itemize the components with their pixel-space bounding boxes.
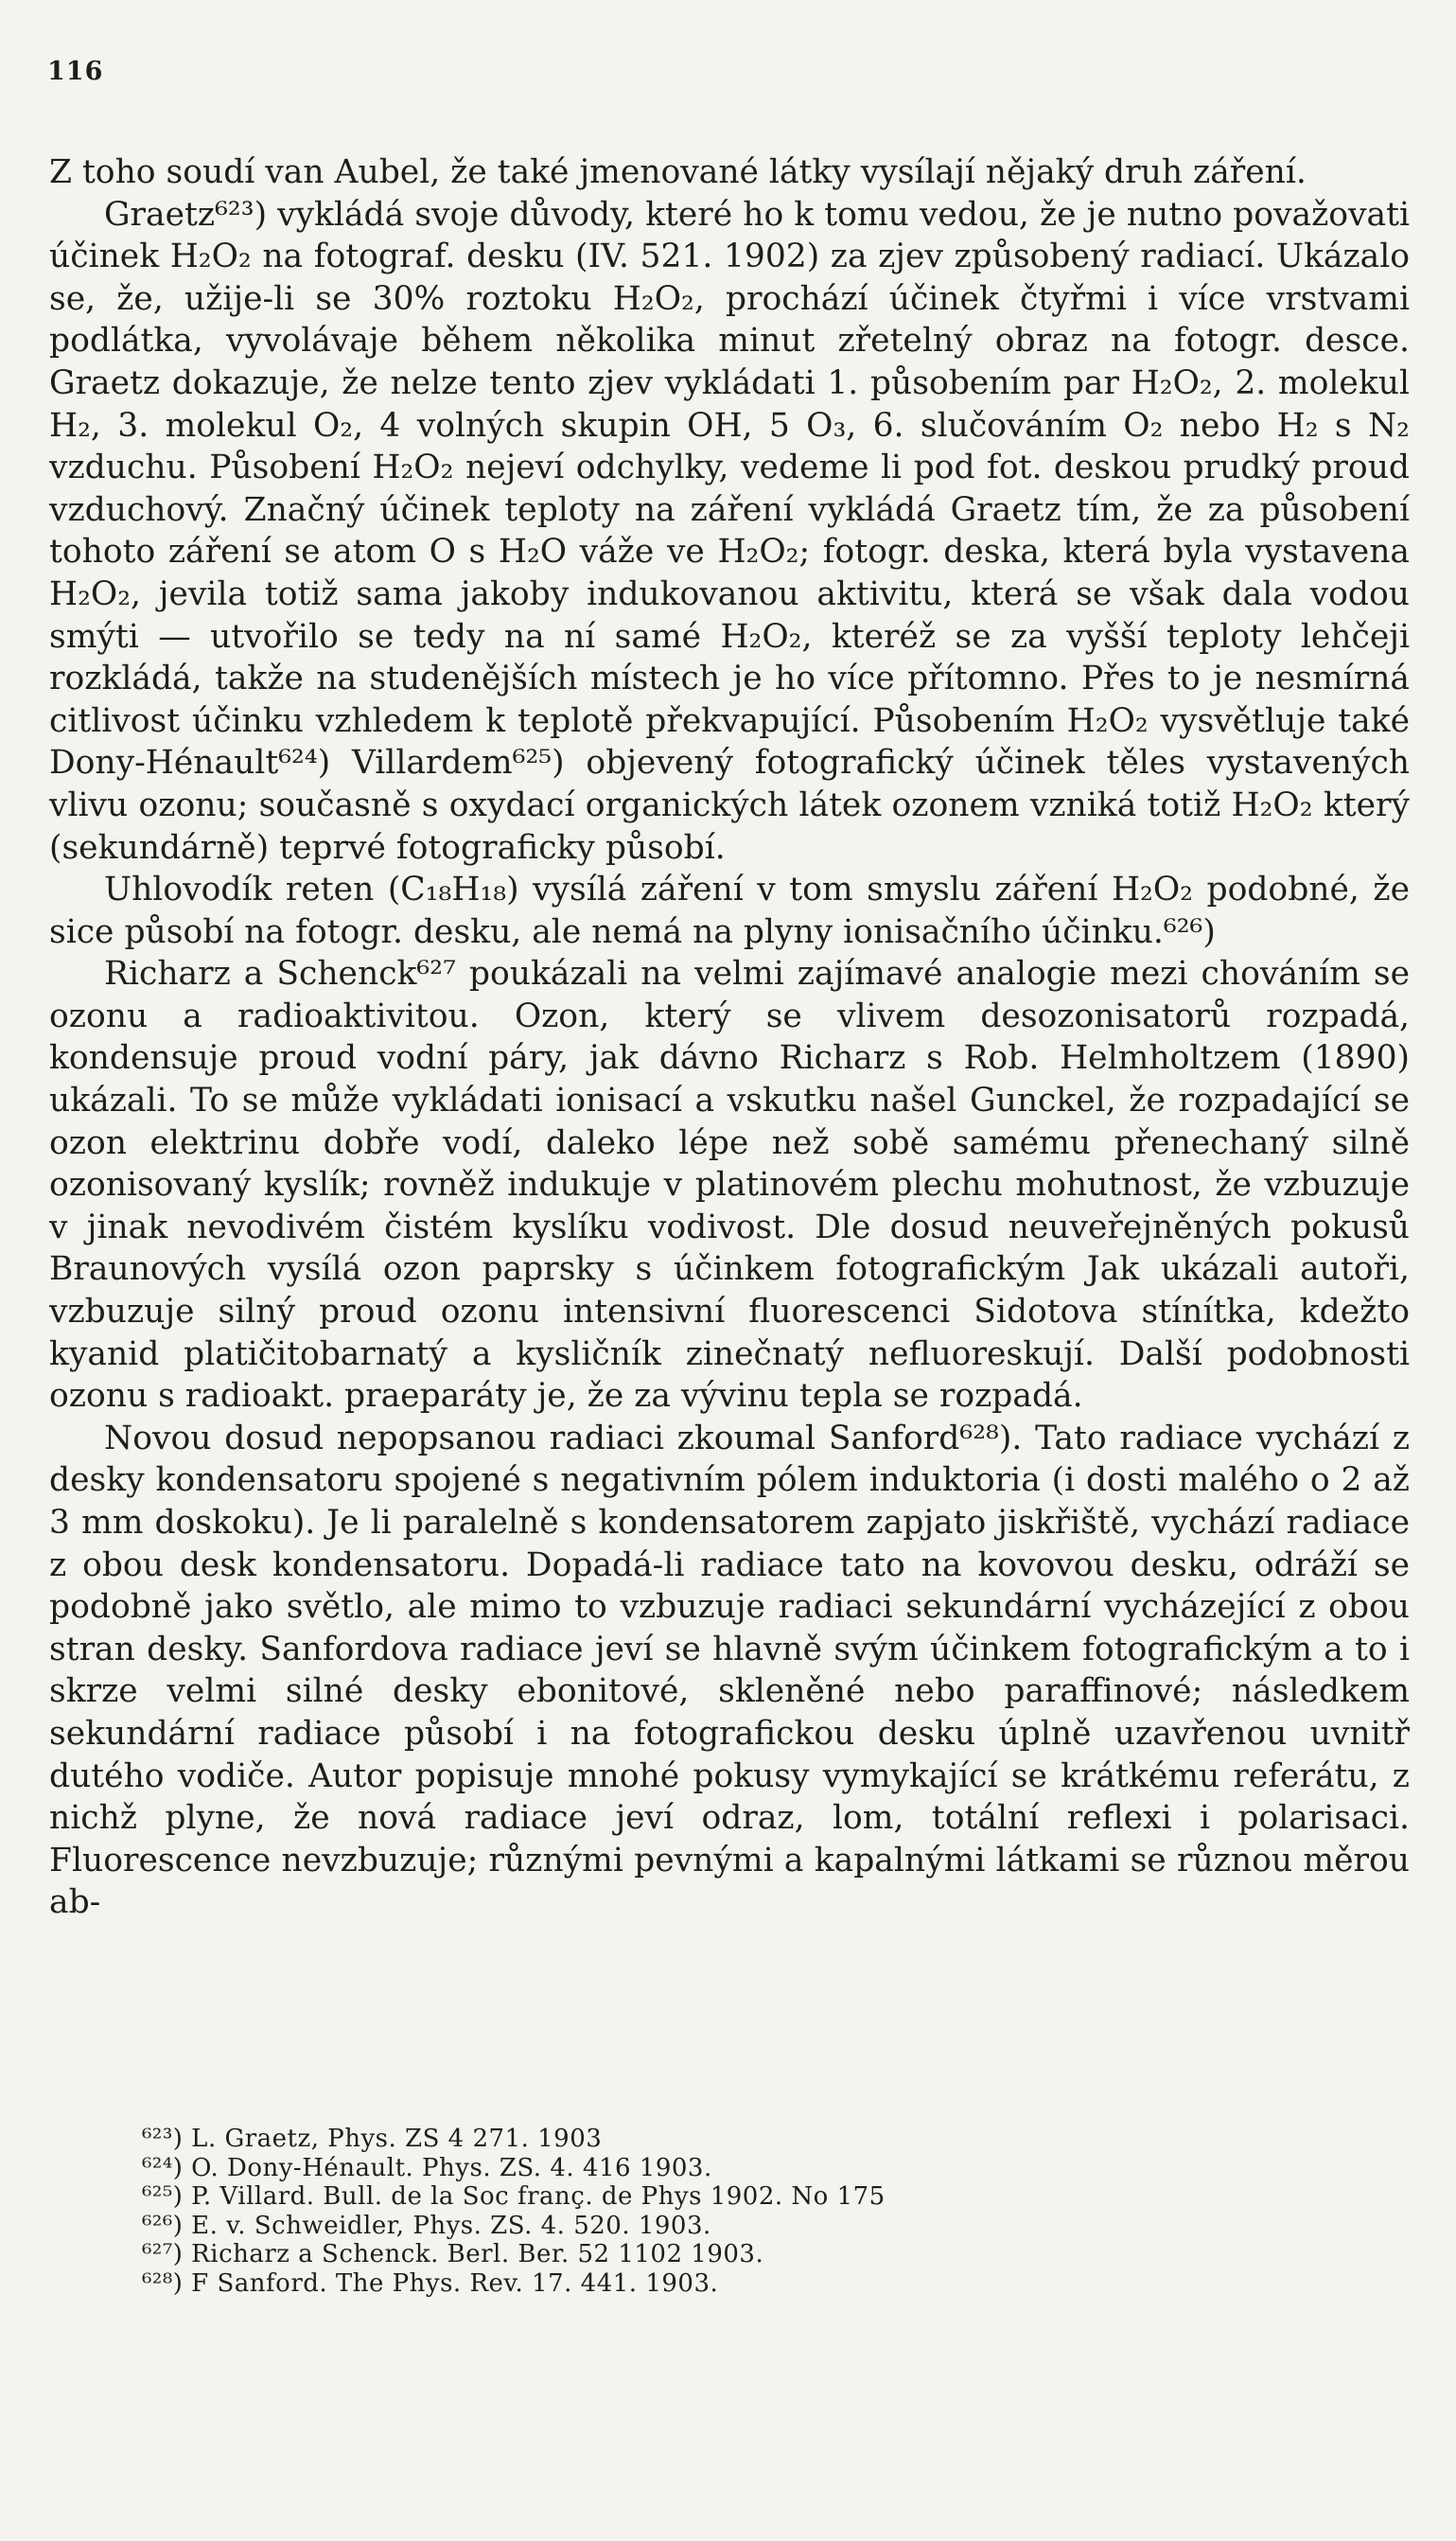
footnote: ⁶²⁷) Richarz a Schenck. Berl. Ber. 52 1102 1903. (142, 2240, 764, 2268)
footnote: ⁶²⁸) F Sanford. The Phys. Rev. 17. 441. 1903. (142, 2268, 719, 2298)
footnote: ⁶²⁴) O. Dony-Hénault. Phys. ZS. 4. 416 1903. (142, 2153, 712, 2182)
footnote: ⁶²⁶) E. v. Schweidler, Phys. ZS. 4. 520. 1903. (142, 2211, 711, 2240)
paragraph: Richarz a Schenck⁶²⁷ poukázali na velmi zajímavé analogie mezi chováním se ozonu a radioaktivitou. Ozon, který se vlivem desozonisatorů rozpadá, kondensuje proud vodní páry, jak dávno Richarz s Rob. Helmholtzem (1890) ukázali. To se může vykládati ionisací a vskutku našel Gunckel, že rozpadající se ozon elektrinu dobře vodí, daleko lépe než sobě samému přenechaný silně ozonisovaný kyslík; rovněž indukuje v platinovém plechu mohutnost, že vzbuzuje v jinak nevodivém čistém kyslíku vodivost. Dle dosud neuveřejněných pokusů Braunových vysílá ozon paprsky s účinkem fotografickým Jak ukázali autoři, vzbuzuje silný proud ozonu intensivní fluorescenci Sidotova stínítka, kdežto kyanid platičitobarnatý a kysličník zinečnatý nefluoreskují. Další podobnosti ozonu s radioakt. praeparáty je, že za vývinu tepla se rozpadá. (49, 955, 1410, 1416)
footnote: ⁶²⁵) P. Villard. Bull. de la Soc franç. de Phys 1902. No 175 (142, 2182, 886, 2211)
body-text (49, 151, 1410, 1924)
footnotes (142, 2125, 1277, 2298)
footnote: ⁶²³) L. Graetz, Phys. ZS 4 271. 1903 (142, 2125, 603, 2153)
page-number: 116 (47, 57, 104, 86)
paragraph: Graetz⁶²³) vykládá svoje důvody, které ho k tomu vedou, že je nutno považovati účinek H₂O₂ na fotograf. desku (IV. 521. 1902) za zjev způsobený radiací. Ukázalo se, že, užije-li se 30% roztoku H₂O₂, prochází účinek čtyřmi i více vrstvami podlátka, vyvolávaje během několika minut zřetelný obraz na fotogr. desce. Graetz dokazuje, že nelze tento zjev vykládati 1. působením par H₂O₂, 2. molekul H₂, 3. molekul O₂, 4 volných skupin OH, 5 O₃, 6. slučováním O₂ nebo H₂ s N₂ vzduchu. Působení H₂O₂ nejeví odchylky, vedeme li pod fot. deskou prudký proud vzduchový. Značný účinek teploty na záření vykládá Graetz tím, že za působení tohoto záření se atom O s H₂O váže ve H₂O₂; fotogr. deska, která byla vystavena H₂O₂, jevila totiž sama jakoby indukovanou aktivitu, která se však dala vodou smýti — utvořilo se tedy na ní samé H₂O₂, kteréž se za vyšší teploty lehčeji rozkládá, takže na studenějších místech je ho více přítomno. Přes to je nesmírná citlivost účinku vzhledem k teplotě překvapující. Působením H₂O₂ vysvětluje také Dony-Hénault⁶²⁴) Villardem⁶²⁵) objevený fotografický účinek těles vystavených vlivu ozonu; současně s oxydací organických látek ozonem vzniká totiž H₂O₂ který (sekundárně) teprvé fotograficky působí. (49, 195, 1410, 867)
paragraph: Z toho soudí van Aubel, že také jmenované látky vysílají nějaký druh záření. (49, 153, 1307, 191)
paragraph: Uhlovodík reten (C₁₈H₁₈) vysílá záření v tom smyslu záření H₂O₂ podobné, že sice působí na fotogr. desku, ale nemá na plyny ionisačního účinku.⁶²⁶) (49, 871, 1410, 951)
paragraph: Novou dosud nepopsanou radiaci zkoumal Sanford⁶²⁸). Tato radiace vychází z desky kondensatoru spojené s negativním pólem induktoria (i dosti malého o 2 až 3 mm doskoku). Je li paralelně s kondensatorem zapjato jiskřiště, vychází radiace z obou desk kondensatoru. Dopadá-li radiace tato na kovovou desku, odráží se podobně jako světlo, ale mimo to vzbuzuje radiaci sekundární vycházející z obou stran desky. Sanfordova radiace jeví se hlavně svým účinkem fotografickým a to i skrze velmi silné desky ebonitové, skleněné nebo paraffinové; následkem sekundární radiace působí i na fotografickou desku úplně uzavřenou uvnitř dutého vodiče. Autor popisuje mnohé pokusy vymykající se krátkému referátu, z nichž plyne, že nová radiace jeví odraz, lom, totální reflexi i polarisaci. Fluorescence nevzbuzuje; různými pevnými a kapalnými látkami se různou měrou ab- (49, 1419, 1410, 1922)
